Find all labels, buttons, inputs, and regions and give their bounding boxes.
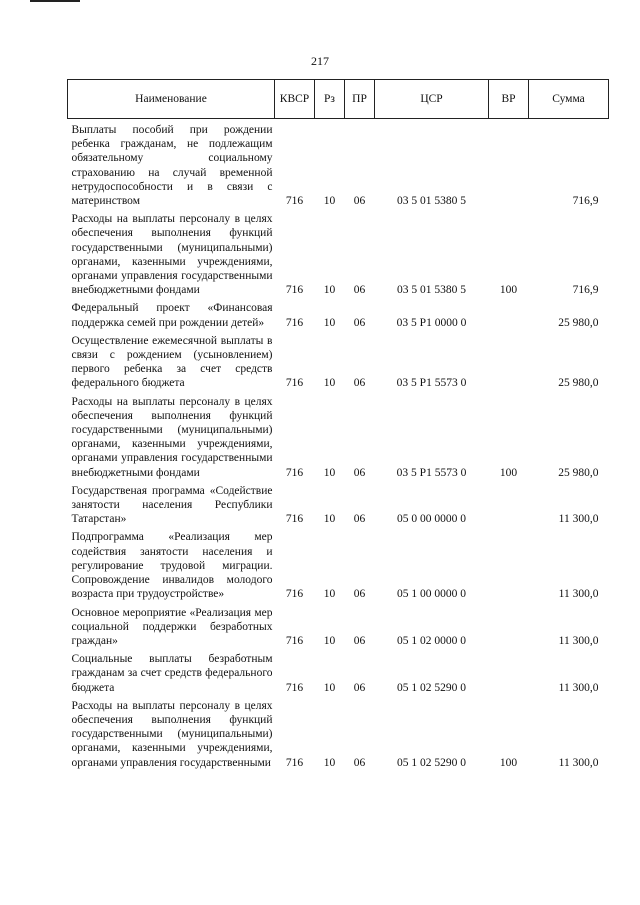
row-rz: 10 — [323, 756, 336, 769]
row-vr — [489, 480, 529, 527]
row-vr — [489, 330, 529, 391]
row-name: Осуществление ежемесячной выплаты в связи с рождением (усыновлением) первого ребенка за счет средств федерального бюджета — [71, 334, 273, 390]
row-name: Государственая программа «Содействие занятости населения Республики Татарстан» — [71, 484, 273, 526]
row-name: Основное мероприятие «Реализация мер социальной поддержки безработных граждан» — [71, 606, 273, 647]
row-sum: 11 300,0 — [558, 681, 599, 694]
table-row — [68, 695, 609, 770]
row-kvsr: 716 — [285, 588, 304, 601]
row-csr: 03 5 Р1 0000 0 — [396, 316, 467, 329]
row-csr: 03 5 01 5380 5 — [397, 284, 466, 297]
row-kvsr: 716 — [285, 195, 304, 208]
row-pr: 06 — [353, 634, 366, 647]
row-sum: 716,9 — [572, 284, 599, 297]
table-row — [68, 526, 609, 601]
row-pr: 06 — [353, 316, 366, 329]
row-rz: 10 — [323, 316, 336, 329]
row-sum: 11 300,0 — [558, 634, 599, 647]
row-vr — [489, 602, 529, 649]
row-rz: 10 — [323, 634, 336, 647]
row-rz: 10 — [323, 284, 336, 297]
row-vr — [489, 526, 529, 601]
row-vr — [489, 648, 529, 695]
row-name: Подпрограмма «Реализация мер содействия занятости населения и регулирование трудовой миграции. Сопровождение инвалидов молодого возраста при трудоустройстве» — [71, 531, 273, 601]
table-row — [68, 119, 609, 209]
header-kvsr: КВСР — [275, 80, 315, 119]
row-kvsr: 716 — [285, 466, 304, 479]
row-vr — [489, 297, 529, 329]
header-sum: Сумма — [529, 80, 609, 119]
row-kvsr: 716 — [285, 634, 304, 647]
row-rz: 10 — [323, 588, 336, 601]
row-sum: 25 980,0 — [558, 377, 599, 390]
table-header-row — [68, 80, 609, 119]
row-name: Расходы на выплаты персоналу в целях обеспечения выполнения функций государственными (муниципальными) органами, казенными учреждениями, органами управления государственными — [71, 699, 273, 769]
row-name: Расходы на выплаты персоналу в целях обеспечения выполнения функций государственными (муниципальными) органами, казенными учреждениями, органами управления государственными внебюджетными фондами — [71, 213, 273, 297]
row-name: Выплаты пособий при рождении ребенка гражданам, не подлежащим обязательному социальному страхованию на случай временной нетрудоспособности и в связи с материнством — [71, 124, 273, 208]
row-sum: 25 980,0 — [558, 316, 599, 329]
table-row — [68, 602, 609, 649]
row-sum: 716,9 — [572, 195, 599, 208]
row-kvsr: 716 — [285, 513, 304, 526]
page-number: 217 — [311, 54, 329, 68]
row-sum: 11 300,0 — [558, 513, 599, 526]
row-csr: 03 5 01 5380 5 — [397, 195, 466, 208]
row-rz: 10 — [323, 466, 336, 479]
row-csr: 05 1 02 5290 0 — [397, 681, 466, 694]
row-kvsr: 716 — [285, 316, 304, 329]
row-csr: 05 0 00 0000 0 — [397, 513, 466, 526]
row-pr: 06 — [353, 756, 366, 769]
header-pr: ПР — [345, 80, 375, 119]
row-pr: 06 — [353, 195, 366, 208]
row-pr: 06 — [353, 588, 366, 601]
row-name: Федеральный проект «Финансовая поддержка семей при рождении детей» — [71, 302, 273, 329]
row-rz: 10 — [323, 195, 336, 208]
row-pr: 06 — [353, 377, 366, 390]
row-csr: 03 5 Р1 5573 0 — [396, 466, 467, 479]
row-vr: 100 — [499, 756, 518, 769]
table-row — [68, 208, 609, 297]
table-row — [68, 330, 609, 391]
row-pr: 06 — [353, 284, 366, 297]
row-kvsr: 716 — [285, 756, 304, 769]
row-sum: 11 300,0 — [558, 588, 599, 601]
row-vr: 100 — [499, 466, 518, 479]
header-rz: Рз — [315, 80, 345, 119]
row-vr — [489, 119, 529, 209]
row-rz: 10 — [323, 513, 336, 526]
row-csr: 05 1 02 5290 0 — [397, 756, 466, 769]
row-csr: 05 1 02 0000 0 — [397, 634, 466, 647]
header-name: Наименование — [68, 80, 275, 119]
row-kvsr: 716 — [285, 681, 304, 694]
table-row — [68, 391, 609, 480]
table-row — [68, 648, 609, 695]
row-csr: 05 1 00 0000 0 — [397, 588, 466, 601]
row-pr: 06 — [353, 513, 366, 526]
table-row — [68, 480, 609, 527]
header-vr: ВР — [489, 80, 529, 119]
top-rule — [30, 0, 80, 2]
row-sum: 25 980,0 — [558, 466, 599, 479]
row-csr: 03 5 Р1 5573 0 — [396, 377, 467, 390]
row-name: Социальные выплаты безработным гражданам за счет средств федерального бюджета — [71, 653, 273, 694]
row-rz: 10 — [323, 377, 336, 390]
row-name: Расходы на выплаты персоналу в целях обеспечения выполнения функций государственными (муниципальными) органами, казенными учреждениями, органами управления государственными внебюджетными фондами — [71, 395, 273, 479]
row-pr: 06 — [353, 681, 366, 694]
row-kvsr: 716 — [285, 284, 304, 297]
row-pr: 06 — [353, 466, 366, 479]
row-sum: 11 300,0 — [558, 756, 599, 769]
row-vr: 100 — [499, 284, 518, 297]
table-row — [68, 297, 609, 329]
budget-table — [67, 79, 609, 770]
row-kvsr: 716 — [285, 377, 304, 390]
header-csr: ЦСР — [375, 80, 489, 119]
row-rz: 10 — [323, 681, 336, 694]
